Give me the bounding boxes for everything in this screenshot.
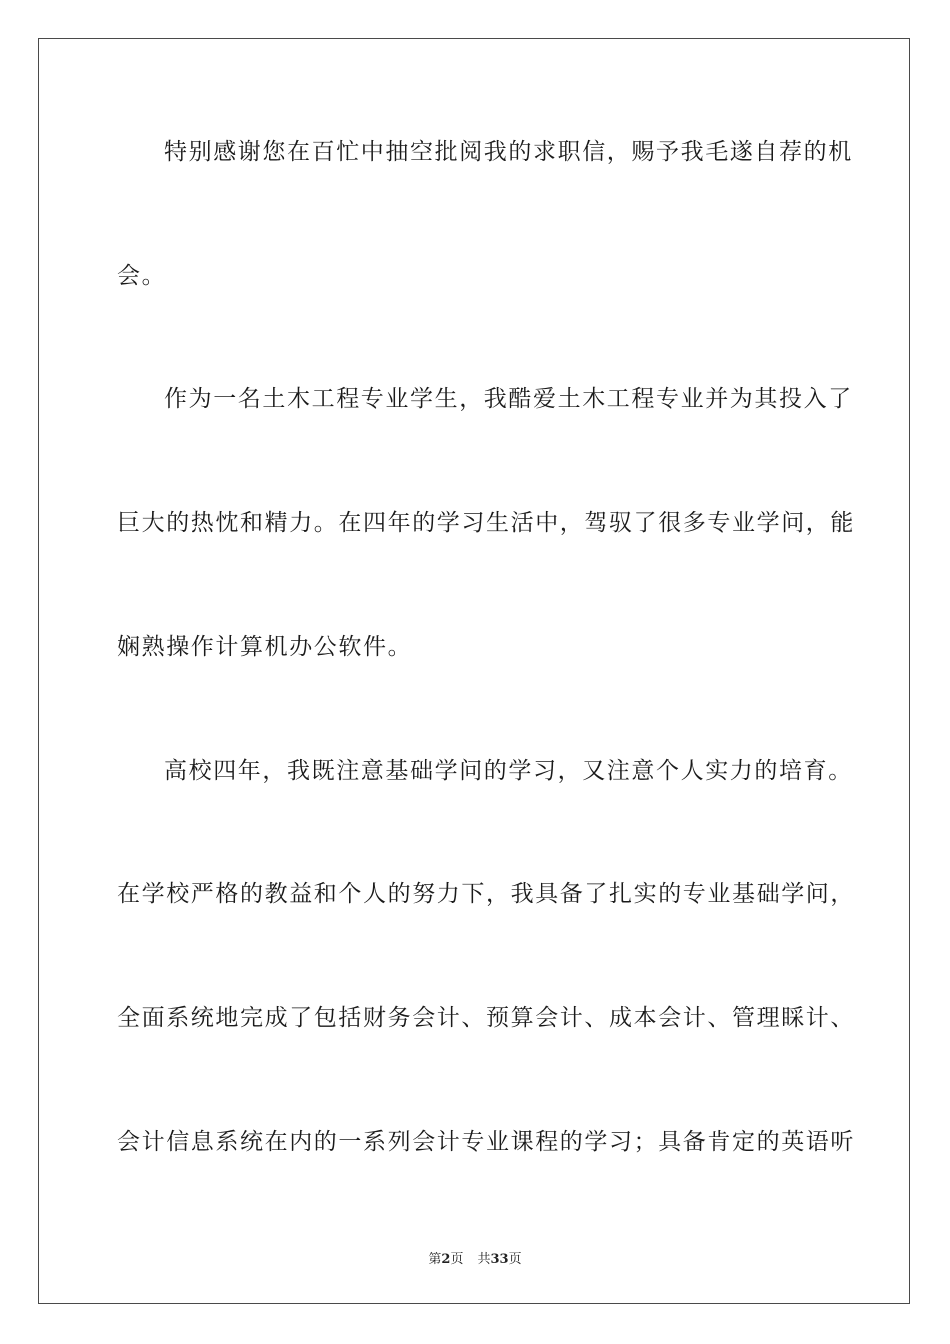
body-line: 在学校严格的教益和个人的努力下，我具备了扎实的专业基础学问， (117, 881, 855, 907)
body-line: 会。 (117, 263, 167, 289)
body-line: 作为一名土木工程专业学生，我酷爱土木工程专业并为其投入了 (164, 386, 853, 412)
body-line: 会计信息系统在内的一系列会计专业课程的学习；具备肯定的英语听 (117, 1129, 855, 1155)
page-suffix: 页 (450, 1252, 464, 1267)
body-line: 娴熟操作计算机办公软件。 (117, 634, 413, 660)
total-prefix: 共 (477, 1252, 491, 1267)
page-border (38, 38, 910, 1304)
page-footer (0, 1248, 950, 1267)
page-total: 33 (490, 1252, 509, 1267)
body-line: 全面系统地完成了包括财务会计、预算会计、成本会计、管理睬计、 (117, 1005, 855, 1031)
body-line: 高校四年，我既注意基础学问的学习，又注意个人实力的培育。 (164, 758, 853, 784)
total-suffix: 页 (508, 1252, 522, 1267)
page-prefix: 第 (428, 1252, 442, 1267)
page-current: 2 (441, 1252, 451, 1267)
body-line: 特别感谢您在百忙中抽空批阅我的求职信，赐予我毛遂自荐的机 (164, 139, 853, 165)
body-line: 巨大的热忱和精力。在四年的学习生活中，驾驭了很多专业学问，能 (117, 510, 855, 536)
